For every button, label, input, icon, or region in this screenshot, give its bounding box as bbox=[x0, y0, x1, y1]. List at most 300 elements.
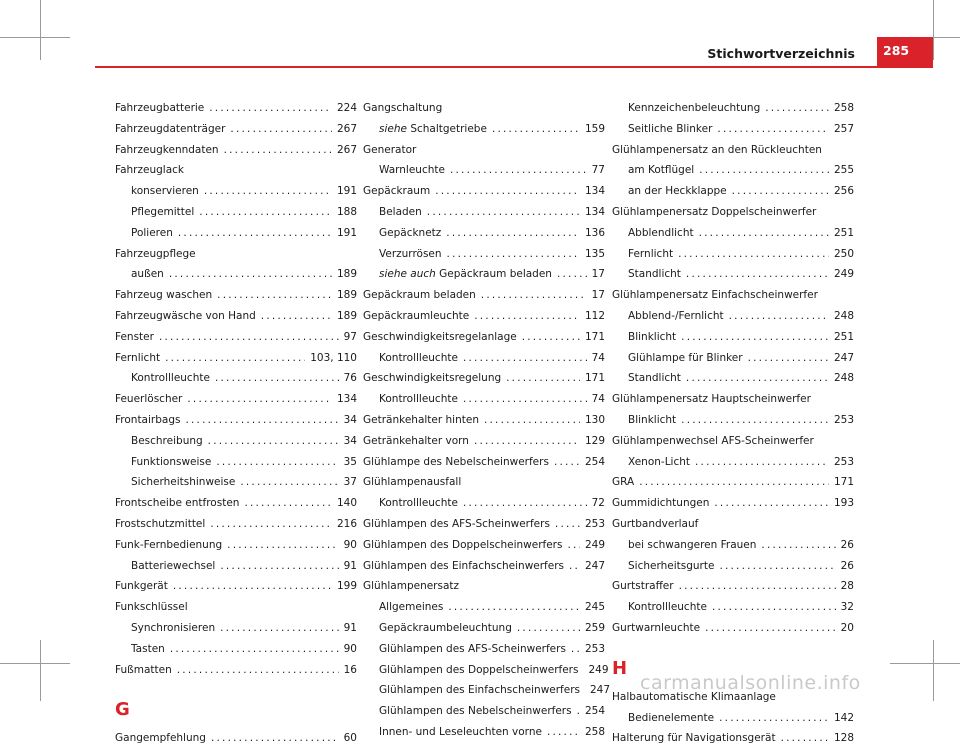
index-entry[interactable] bbox=[363, 327, 605, 348]
entry-page-number: 224 bbox=[336, 102, 357, 114]
section-letter: G bbox=[115, 699, 130, 721]
entry-page-number: 20 bbox=[840, 621, 854, 634]
index-entry[interactable] bbox=[363, 556, 605, 577]
entry-page-number: 216 bbox=[336, 517, 357, 530]
dot-leader bbox=[474, 306, 580, 327]
index-entry[interactable] bbox=[612, 472, 854, 493]
entry-label: Standlicht bbox=[628, 372, 681, 385]
index-entry[interactable] bbox=[363, 410, 605, 431]
entry-label: Gepäckraumbeleuchtung bbox=[379, 621, 512, 634]
dot-leader bbox=[717, 119, 829, 140]
entry-page-number: 199 bbox=[336, 580, 357, 593]
entry-label: Frontairbags bbox=[115, 413, 181, 426]
entry-label: Fahrzeugkenndaten bbox=[115, 143, 219, 156]
dot-leader bbox=[484, 410, 580, 431]
dot-leader bbox=[463, 348, 587, 369]
entry-page-number: 189 bbox=[336, 289, 357, 302]
index-entry[interactable] bbox=[363, 181, 605, 202]
dot-leader bbox=[699, 160, 829, 181]
entry-page-number: 35 bbox=[343, 455, 357, 468]
entry-label: bei schwangeren Frauen bbox=[628, 538, 757, 551]
dot-leader bbox=[427, 202, 580, 223]
entry-page-number: 103, 110 bbox=[310, 351, 357, 364]
entry-label: Tasten bbox=[131, 642, 165, 655]
entry-label: Xenon-Licht bbox=[628, 455, 691, 468]
entry-label: Abblend-/Fernlicht bbox=[628, 309, 724, 322]
dot-leader bbox=[177, 660, 339, 681]
entry-label: Gepäckraum bbox=[363, 185, 431, 198]
entry-page-number: 254 bbox=[584, 705, 605, 718]
index-subentry[interactable] bbox=[363, 244, 605, 265]
header-rule bbox=[95, 66, 933, 68]
entry-label: Glühlampen des Doppelscheinwerfers bbox=[363, 538, 563, 551]
entry-page-number: 26 bbox=[840, 559, 854, 572]
dot-leader bbox=[481, 285, 587, 306]
index-subentry[interactable] bbox=[363, 701, 605, 722]
entry-page-number: 16 bbox=[343, 663, 357, 676]
entry-label: Glühlampe des Nebelscheinwerfers bbox=[363, 455, 549, 468]
entry-label: Funkgerät bbox=[115, 580, 168, 593]
entry-page-number: 72 bbox=[591, 497, 605, 510]
entry-label: Blinklicht bbox=[628, 413, 677, 426]
entry-label: Seitliche Blinker bbox=[628, 122, 713, 135]
entry-page-number: 247 bbox=[584, 559, 605, 572]
entry-label: am Kotflügel bbox=[628, 164, 695, 177]
entry-page-number: 76 bbox=[343, 372, 357, 385]
index-subentry[interactable] bbox=[612, 410, 854, 431]
entry-page-number: 37 bbox=[343, 476, 357, 489]
dot-leader bbox=[567, 535, 580, 556]
index-entry[interactable] bbox=[115, 98, 357, 119]
dot-leader bbox=[446, 223, 580, 244]
entry-page-number: 249 bbox=[584, 538, 605, 551]
entry-page-number: 90 bbox=[343, 642, 357, 655]
dot-leader bbox=[719, 556, 835, 577]
index-heading: Gangschaltung bbox=[363, 102, 443, 114]
dot-leader bbox=[506, 368, 580, 389]
dot-leader bbox=[240, 472, 338, 493]
dot-leader bbox=[517, 618, 580, 639]
dot-leader bbox=[748, 348, 829, 369]
entry-label: Glühlampen des Einfachscheinwerfers bbox=[379, 684, 580, 697]
entry-label: Glühlampen des AFS-Scheinwerfers bbox=[379, 642, 566, 655]
entry-label: Fahrzeugdatenträger bbox=[115, 122, 226, 135]
index-subentry[interactable] bbox=[612, 368, 854, 389]
dot-leader bbox=[732, 181, 829, 202]
dot-leader bbox=[681, 410, 829, 431]
entry-label: Sicherheitshinweise bbox=[131, 476, 236, 489]
entry-page-number: 140 bbox=[336, 497, 357, 510]
entry-page-number: 245 bbox=[584, 601, 605, 614]
crop-mark bbox=[40, 640, 41, 701]
entry-page-number: 17 bbox=[591, 268, 605, 281]
index-subentry[interactable] bbox=[115, 181, 357, 202]
entry-label: Innen- und Leseleuchten vorne bbox=[379, 725, 542, 738]
index-entry[interactable] bbox=[115, 306, 357, 327]
dot-leader bbox=[173, 576, 332, 597]
dot-leader bbox=[463, 389, 587, 410]
entry-page-number: 32 bbox=[840, 601, 854, 614]
entry-label: Halterung für Navigationsgerät bbox=[612, 732, 776, 745]
index-subentry[interactable] bbox=[363, 202, 605, 223]
dot-leader bbox=[204, 181, 332, 202]
index-subentry[interactable] bbox=[115, 639, 357, 660]
entry-label: Kontrollleuchte bbox=[628, 601, 707, 614]
index-heading: Funkschlüssel bbox=[115, 601, 188, 614]
crop-mark bbox=[0, 37, 70, 38]
index-subentry[interactable] bbox=[363, 160, 605, 181]
entry-page-number: 134 bbox=[336, 393, 357, 406]
entry-label: Getränkehalter hinten bbox=[363, 413, 479, 426]
index-subentry[interactable] bbox=[363, 722, 605, 743]
index-subentry[interactable] bbox=[363, 680, 611, 701]
dot-leader bbox=[555, 514, 580, 535]
entry-page-number: 136 bbox=[584, 226, 605, 239]
index-subentry[interactable] bbox=[115, 264, 357, 285]
dot-leader bbox=[447, 244, 580, 265]
dot-leader bbox=[522, 327, 580, 348]
dot-leader bbox=[216, 452, 338, 473]
index-subentry[interactable] bbox=[612, 181, 854, 202]
index-subentry[interactable] bbox=[612, 223, 854, 244]
dot-leader bbox=[187, 389, 332, 410]
entry-label: Glühlampen des Doppelscheinwerfers bbox=[379, 663, 579, 676]
entry-label-text: Schaltgetriebe bbox=[410, 122, 487, 135]
entry-label: Fußmatten bbox=[115, 663, 172, 676]
index-subentry[interactable] bbox=[363, 119, 605, 140]
entry-label bbox=[379, 264, 552, 285]
entry-label: Sicherheitsgurte bbox=[628, 559, 715, 572]
dot-leader bbox=[159, 327, 339, 348]
entry-label: Beladen bbox=[379, 205, 422, 218]
dot-leader bbox=[230, 119, 332, 140]
index-heading: Fahrzeugpflege bbox=[115, 247, 196, 260]
index-heading: Glühlampenersatz Einfachscheinwerfer bbox=[612, 289, 818, 302]
dot-leader bbox=[220, 618, 339, 639]
index-subentry[interactable] bbox=[363, 493, 605, 514]
entry-page-number: 258 bbox=[833, 102, 854, 114]
index-entry[interactable] bbox=[115, 535, 357, 556]
entry-page-number: 34 bbox=[343, 434, 357, 447]
entry-page-number: 267 bbox=[336, 143, 357, 156]
entry-label: Pflegemittel bbox=[131, 205, 195, 218]
index-subentry[interactable] bbox=[363, 660, 609, 681]
dot-leader bbox=[448, 597, 580, 618]
dot-leader bbox=[577, 701, 580, 722]
index-entry[interactable] bbox=[363, 514, 605, 535]
entry-page-number: 171 bbox=[833, 476, 854, 489]
index-subentry[interactable] bbox=[115, 223, 357, 244]
index-heading: Gurtbandverlauf bbox=[612, 517, 699, 530]
entry-label: Kennzeichenbeleuchtung bbox=[628, 102, 761, 114]
entry-label: Feuerlöscher bbox=[115, 393, 183, 406]
entry-label: Glühlampen des AFS-Scheinwerfers bbox=[363, 517, 550, 530]
entry-page-number: 250 bbox=[833, 247, 854, 260]
entry-label: GRA bbox=[612, 476, 635, 489]
watermark: carmanualsonline.info bbox=[640, 672, 861, 694]
entry-label: Kontrollleuchte bbox=[379, 497, 458, 510]
index-entry[interactable] bbox=[612, 728, 854, 749]
index-entry[interactable] bbox=[363, 535, 605, 556]
index-entry[interactable] bbox=[612, 493, 854, 514]
entry-label: Fernlicht bbox=[628, 247, 674, 260]
index-subentry[interactable] bbox=[115, 452, 357, 473]
entry-page-number: 112 bbox=[584, 309, 605, 322]
entry-page-number: 256 bbox=[833, 185, 854, 198]
dot-leader bbox=[227, 535, 338, 556]
index-subentry[interactable] bbox=[612, 119, 854, 140]
dot-leader bbox=[729, 306, 829, 327]
crop-mark bbox=[0, 663, 70, 664]
entry-label-text: Gepäckraum beladen bbox=[439, 268, 552, 281]
index-subentry[interactable] bbox=[612, 244, 854, 265]
index-entry[interactable] bbox=[115, 140, 357, 161]
index-subentry[interactable] bbox=[363, 264, 605, 285]
index-entry[interactable] bbox=[115, 493, 357, 514]
index-subentry[interactable] bbox=[612, 535, 854, 556]
entry-label: Glühlampen des Nebelscheinwerfers bbox=[379, 705, 572, 718]
entry-label: Gepäcknetz bbox=[379, 226, 442, 239]
entry-label: Getränkehalter vorn bbox=[363, 434, 469, 447]
index-entry[interactable] bbox=[363, 306, 605, 327]
index-subentry[interactable] bbox=[363, 389, 605, 410]
entry-label: außen bbox=[131, 268, 164, 281]
crop-mark bbox=[933, 0, 934, 60]
index-subentry[interactable] bbox=[363, 223, 605, 244]
dot-leader bbox=[765, 98, 829, 119]
entry-page-number: 257 bbox=[833, 122, 854, 135]
entry-label: Abblendlicht bbox=[628, 226, 694, 239]
index-subentry[interactable] bbox=[363, 597, 605, 618]
crop-mark bbox=[933, 640, 934, 701]
entry-label: Gangempfehlung bbox=[115, 732, 206, 745]
entry-page-number: 253 bbox=[584, 642, 605, 655]
index-subentry[interactable] bbox=[115, 431, 357, 452]
index-heading: Fahrzeuglack bbox=[115, 164, 184, 177]
entry-page-number: 60 bbox=[343, 732, 357, 745]
index-entry[interactable] bbox=[115, 514, 357, 535]
entry-page-number: 74 bbox=[591, 351, 605, 364]
dot-leader bbox=[210, 514, 332, 535]
entry-page-number: 128 bbox=[833, 732, 854, 745]
index-column-2 bbox=[363, 98, 611, 743]
entry-page-number: 249 bbox=[833, 268, 854, 281]
entry-page-number: 259 bbox=[584, 621, 605, 634]
entry-page-number: 159 bbox=[584, 122, 605, 135]
entry-page-number: 135 bbox=[584, 247, 605, 260]
dot-leader bbox=[209, 98, 332, 119]
index-entry[interactable] bbox=[115, 660, 357, 681]
index-entry[interactable] bbox=[115, 119, 357, 140]
entry-label: Glühlampen des Einfachscheinwerfers bbox=[363, 559, 564, 572]
page-title: Stichwortverzeichnis bbox=[707, 46, 855, 61]
entry-label: Gurtwarnleuchte bbox=[612, 621, 701, 634]
index-heading: Glühlampenausfall bbox=[363, 476, 462, 489]
index-subentry[interactable] bbox=[115, 202, 357, 223]
entry-page-number: 251 bbox=[833, 330, 854, 343]
index-heading: Glühlampenwechsel AFS-Scheinwerfer bbox=[612, 434, 814, 447]
dot-leader bbox=[547, 722, 580, 743]
index-subentry[interactable] bbox=[612, 306, 854, 327]
index-subentry[interactable] bbox=[363, 618, 605, 639]
index-subentry[interactable] bbox=[115, 556, 357, 577]
index-subentry[interactable] bbox=[612, 556, 854, 577]
entry-label: Geschwindigkeitsregelung bbox=[363, 372, 502, 385]
entry-page-number: 255 bbox=[833, 164, 854, 177]
entry-label: Beschreibung bbox=[131, 434, 203, 447]
index-entry[interactable] bbox=[115, 389, 357, 410]
index-subentry[interactable] bbox=[115, 618, 357, 639]
entry-page-number: 74 bbox=[591, 393, 605, 406]
dot-leader bbox=[557, 264, 587, 285]
entry-label: Frontscheibe entfrosten bbox=[115, 497, 240, 510]
index-subentry[interactable] bbox=[115, 472, 357, 493]
entry-page-number: 171 bbox=[584, 372, 605, 385]
crop-mark bbox=[890, 663, 960, 664]
entry-page-number: 247 bbox=[590, 684, 611, 697]
index-entry[interactable] bbox=[363, 452, 605, 473]
dot-leader bbox=[185, 410, 338, 431]
index-entry[interactable] bbox=[363, 431, 605, 452]
dot-leader bbox=[569, 556, 580, 577]
entry-label: konservieren bbox=[131, 185, 199, 198]
entry-page-number: 189 bbox=[336, 268, 357, 281]
entry-label: Gepäckraum beladen bbox=[363, 289, 476, 302]
dot-leader bbox=[224, 140, 332, 161]
dot-leader bbox=[211, 728, 339, 749]
entry-label: Kontrollleuchte bbox=[379, 393, 458, 406]
page-number-badge: 285 bbox=[877, 37, 933, 67]
dot-leader bbox=[435, 181, 580, 202]
entry-label bbox=[379, 119, 487, 140]
index-column-3 bbox=[612, 98, 854, 749]
index-heading: Glühlampenersatz an den Rückleuchten bbox=[612, 143, 822, 156]
entry-page-number: 17 bbox=[591, 289, 605, 302]
entry-page-number: 134 bbox=[584, 205, 605, 218]
entry-label: an der Heckklappe bbox=[628, 185, 727, 198]
index-heading: Halbautomatische Klimaanlage bbox=[612, 690, 776, 703]
entry-page-number: 254 bbox=[584, 455, 605, 468]
dot-leader bbox=[571, 639, 580, 660]
entry-page-number: 249 bbox=[588, 663, 609, 676]
entry-label: Frostschutzmittel bbox=[115, 517, 206, 530]
index-entry[interactable] bbox=[363, 285, 605, 306]
entry-label: Funk-Fernbedienung bbox=[115, 538, 223, 551]
entry-label: Geschwindigkeitsregelanlage bbox=[363, 330, 517, 343]
dot-leader bbox=[170, 639, 339, 660]
entry-label: Glühlampe für Blinker bbox=[628, 351, 743, 364]
entry-label: Kontrollleuchte bbox=[131, 372, 210, 385]
dot-leader bbox=[450, 160, 587, 181]
index-subentry[interactable] bbox=[115, 368, 357, 389]
entry-label: Batteriewechsel bbox=[131, 559, 216, 572]
entry-page-number: 91 bbox=[343, 621, 357, 634]
index-entry[interactable] bbox=[115, 348, 357, 369]
index-entry[interactable] bbox=[115, 327, 357, 348]
dot-leader bbox=[705, 618, 836, 639]
dot-leader bbox=[719, 708, 829, 729]
index-heading: Generator bbox=[363, 143, 417, 156]
entry-page-number: 134 bbox=[584, 185, 605, 198]
dot-leader bbox=[695, 452, 829, 473]
dot-leader bbox=[681, 327, 829, 348]
entry-label: Funktionsweise bbox=[131, 455, 212, 468]
index-subentry[interactable] bbox=[612, 708, 854, 729]
entry-page-number: 258 bbox=[584, 725, 605, 738]
index-entry[interactable] bbox=[612, 618, 854, 639]
dot-leader bbox=[761, 535, 835, 556]
cross-reference-prefix: siehe bbox=[379, 122, 407, 135]
index-entry[interactable] bbox=[115, 410, 357, 431]
entry-page-number: 191 bbox=[336, 185, 357, 198]
index-entry[interactable] bbox=[115, 728, 357, 749]
index-subentry[interactable] bbox=[612, 327, 854, 348]
index-subentry[interactable] bbox=[612, 348, 854, 369]
cross-reference-prefix: siehe auch bbox=[379, 268, 436, 281]
entry-page-number: 90 bbox=[343, 538, 357, 551]
entry-page-number: 34 bbox=[343, 413, 357, 426]
index-entry[interactable] bbox=[612, 576, 854, 597]
entry-label: Gummidichtungen bbox=[612, 497, 710, 510]
dot-leader bbox=[492, 119, 580, 140]
index-heading: Glühlampenersatz bbox=[363, 580, 460, 593]
index-subentry[interactable] bbox=[363, 639, 605, 660]
dot-leader bbox=[714, 493, 829, 514]
dot-leader bbox=[244, 493, 332, 514]
index-subentry[interactable] bbox=[612, 452, 854, 473]
crop-mark bbox=[40, 0, 41, 60]
entry-label: Fenster bbox=[115, 330, 154, 343]
entry-page-number: 247 bbox=[833, 351, 854, 364]
entry-page-number: 77 bbox=[591, 164, 605, 177]
section-letter: H bbox=[612, 657, 628, 679]
index-subentry[interactable] bbox=[612, 98, 854, 119]
dot-leader bbox=[217, 285, 332, 306]
dot-leader bbox=[781, 728, 829, 749]
index-entry[interactable] bbox=[363, 368, 605, 389]
dot-leader bbox=[712, 597, 836, 618]
dot-leader bbox=[199, 202, 332, 223]
entry-page-number: 251 bbox=[833, 226, 854, 239]
dot-leader bbox=[215, 368, 339, 389]
entry-page-number: 142 bbox=[833, 711, 854, 724]
index-subentry[interactable] bbox=[612, 160, 854, 181]
dot-leader bbox=[639, 472, 829, 493]
index-subentry[interactable] bbox=[612, 597, 854, 618]
index-subentry[interactable] bbox=[363, 348, 605, 369]
entry-label: Synchronisieren bbox=[131, 621, 216, 634]
index-subentry[interactable] bbox=[612, 264, 854, 285]
entry-page-number: 248 bbox=[833, 309, 854, 322]
index-heading: Glühlampenersatz Hauptscheinwerfer bbox=[612, 393, 811, 406]
entry-label: Fahrzeugwäsche von Hand bbox=[115, 309, 256, 322]
entry-label: Standlicht bbox=[628, 268, 681, 281]
entry-label: Fahrzeugbatterie bbox=[115, 102, 205, 114]
dot-leader bbox=[474, 431, 580, 452]
dot-leader bbox=[261, 306, 332, 327]
dot-leader bbox=[686, 368, 829, 389]
entry-label: Verzurrösen bbox=[379, 247, 442, 260]
entry-page-number: 129 bbox=[584, 434, 605, 447]
index-heading: Glühlampenersatz Doppelscheinwerfer bbox=[612, 205, 817, 218]
entry-page-number: 188 bbox=[336, 205, 357, 218]
index-entry[interactable] bbox=[115, 285, 357, 306]
index-entry[interactable] bbox=[115, 576, 357, 597]
entry-page-number: 253 bbox=[833, 413, 854, 426]
entry-page-number: 253 bbox=[833, 455, 854, 468]
dot-leader bbox=[178, 223, 332, 244]
index-column-1 bbox=[115, 98, 357, 749]
